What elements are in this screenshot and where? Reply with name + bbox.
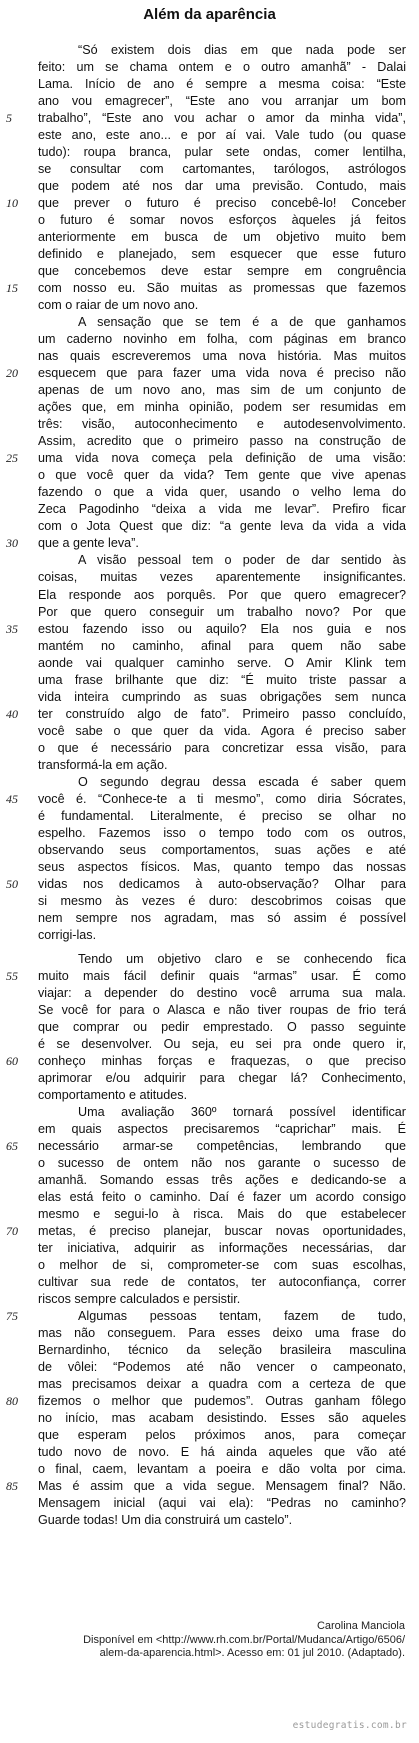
line-text: Por que quero conseguir um trabalho novo? Por que bbox=[38, 604, 406, 619]
line-text: nem sempre nos agradam, mas só assim é possível bbox=[38, 910, 406, 925]
line-text: ter construído algo de fato”. Primeiro passo concluído, bbox=[38, 706, 406, 721]
text-line bbox=[38, 297, 406, 314]
line-text: Mas é assim que a vida segue. Mensagem final? Não. bbox=[38, 1479, 406, 1494]
text-line bbox=[38, 229, 406, 246]
text-line bbox=[38, 1512, 406, 1529]
line-text: é se desenvolver. Ou seja, eu sei pra onde quero ir, bbox=[38, 1036, 406, 1051]
line-text: mas não conseguem. Para esses deixo uma frase do bbox=[38, 1326, 406, 1341]
text-line bbox=[38, 212, 406, 229]
line-number: 15 bbox=[6, 281, 18, 296]
line-number: 70 bbox=[6, 1224, 18, 1239]
line-text: elas está feito o caminho. Daí é fazer um acordo consigo bbox=[38, 1190, 406, 1205]
site-watermark: estudegratis.com.br bbox=[292, 1720, 407, 1731]
text-line bbox=[6, 1223, 406, 1240]
text-line bbox=[38, 161, 406, 178]
line-number: 35 bbox=[6, 621, 18, 636]
text-line bbox=[38, 1427, 406, 1444]
line-text: Tendo um objetivo claro e se conhecendo fica bbox=[78, 951, 406, 966]
line-text: você é. “Conhece-te a ti mesmo”, como diria Sócrates, bbox=[38, 791, 406, 806]
line-text: metas, é preciso planejar, buscar novas oportunidades, bbox=[38, 1224, 406, 1239]
text-line bbox=[38, 484, 406, 501]
line-text: aprimorar e/ou adquirir para chegar lá? Conhecimento, bbox=[38, 1070, 406, 1085]
line-text: Zeca Pagodinho “deixa a vida me levar”. Prefiro ficar bbox=[38, 502, 406, 517]
text-line bbox=[38, 808, 406, 825]
text-line bbox=[38, 1104, 406, 1121]
text-line bbox=[38, 127, 406, 144]
line-text: ano vou emagrecer”, “Este ano vou arranjar um bom bbox=[38, 94, 406, 109]
article-title: Além da aparência bbox=[143, 6, 276, 23]
text-line bbox=[38, 1291, 406, 1308]
text-line bbox=[38, 1206, 406, 1223]
line-number: 30 bbox=[6, 536, 18, 551]
text-line bbox=[38, 314, 406, 331]
line-text: trabalho”, “Este ano vou achar o amor da minha vida”, bbox=[38, 111, 406, 126]
text-line bbox=[38, 1070, 406, 1087]
line-text: este ano, este ano... e por aí vai. Vale tudo (ou quase bbox=[38, 128, 406, 143]
text-line bbox=[38, 569, 406, 586]
line-text: coisas, muitas vezes aparentemente insignificantes. bbox=[38, 570, 406, 585]
text-line bbox=[6, 365, 406, 382]
text-line bbox=[38, 399, 406, 416]
line-text: si mesmo às vezes é duro: descobrimos coisas que bbox=[38, 893, 406, 908]
line-text: esquecem que para fazer uma vida nova é preciso não bbox=[38, 366, 406, 381]
text-line bbox=[6, 1308, 406, 1325]
text-line bbox=[38, 467, 406, 484]
line-text: que esperam pelos próximos anos, para começar bbox=[38, 1428, 406, 1443]
line-text: que a gente leva”. bbox=[38, 536, 139, 551]
line-number: 50 bbox=[6, 876, 18, 891]
line-text: corrigi-las. bbox=[38, 927, 97, 942]
text-line bbox=[38, 1274, 406, 1291]
line-text: o que é necessário para concretizar essa visão, para bbox=[38, 740, 406, 755]
text-line bbox=[38, 1036, 406, 1053]
line-text: o final, caem, levantam a poeira e dão volta por cima. bbox=[38, 1462, 406, 1477]
line-number: 60 bbox=[6, 1053, 18, 1068]
line-text: vidas nos dedicamos à auto-observação? Olhar para bbox=[38, 876, 406, 891]
text-line bbox=[38, 433, 406, 450]
line-text: mas precisamos deixar a quadra com a certeza de que bbox=[38, 1377, 406, 1392]
line-text: estou fazendo isso ou aquilo? Ela nos guia e nos bbox=[38, 621, 406, 636]
line-text: que comprar ou pedir emprestado. O passo seguinte bbox=[38, 1019, 406, 1034]
line-text: Lama. Início de ano é sempre a mesma coisa: “Este bbox=[38, 77, 406, 92]
line-number: 80 bbox=[6, 1394, 18, 1409]
text-line bbox=[38, 1257, 406, 1274]
line-text: mantém no caminho, afinal para quem não sabe bbox=[38, 638, 406, 653]
text-line bbox=[38, 42, 406, 59]
line-text: de vôlei: “Podemos até não vencer o campeonato, bbox=[38, 1360, 406, 1375]
line-text: tudo): roupa branca, pular sete ondas, comer lentilha, bbox=[38, 145, 406, 160]
line-text: um caderno novinho em folha, com páginas em branco bbox=[38, 332, 406, 347]
line-text: em quais aspectos precisaremos “caprichar” mais. É bbox=[38, 1121, 406, 1136]
text-line bbox=[6, 535, 406, 552]
text-line bbox=[38, 655, 406, 672]
line-text: seus aspectos físicos. Mas, quanto tempo das nossas bbox=[38, 859, 406, 874]
text-line bbox=[6, 621, 406, 638]
line-text: amanhã. Somando essas três ações e dedicando-se a bbox=[38, 1173, 406, 1188]
text-line bbox=[38, 740, 406, 757]
line-text: cultivar sua rede de contatos, ter autoconfiança, correr bbox=[38, 1275, 406, 1290]
line-text: O segundo degrau dessa escada é saber quem bbox=[78, 774, 406, 789]
line-number: 75 bbox=[6, 1309, 18, 1324]
line-text: nas quais escreveremos uma nova história. Mas muitos bbox=[38, 349, 406, 364]
text-line bbox=[6, 1053, 406, 1070]
text-line bbox=[38, 1002, 406, 1019]
line-text: o sucesso de ontem não nos garante o sucesso de bbox=[38, 1156, 406, 1171]
line-text: fizemos o melhor que pudemos”. Outras ganham fôlego bbox=[38, 1394, 406, 1409]
source-url-line-2: alem-da-aparencia.html>. Acesso em: 01 jul 2010. (Adaptado). bbox=[99, 1647, 405, 1659]
text-line bbox=[38, 1087, 406, 1104]
text-line bbox=[38, 985, 406, 1002]
text-line bbox=[38, 93, 406, 110]
text-line bbox=[38, 1155, 406, 1172]
text-line bbox=[38, 1121, 406, 1138]
line-text: uma frase brilhante que diz: “É muito triste passar a bbox=[38, 672, 406, 687]
line-text: vida inteira cumprindo as suas obrigações sem nunca bbox=[38, 689, 406, 704]
text-line bbox=[38, 1444, 406, 1461]
line-text: anteriormente em busca de um objetivo muito bem bbox=[38, 230, 406, 245]
text-line bbox=[38, 144, 406, 161]
text-line bbox=[38, 774, 406, 791]
text-line bbox=[38, 1359, 406, 1376]
text-line bbox=[6, 450, 406, 467]
line-text: você sabe o que quer da vida. Agora é preciso saber bbox=[38, 723, 406, 738]
line-text: ações que, em minha opinião, podem ser resumidas em bbox=[38, 400, 406, 415]
line-text: aonde vai qualquer caminho serve. O Amir Klink tem bbox=[38, 655, 406, 670]
line-text: o que você quer da vida? Tem gente que vive apenas bbox=[38, 468, 406, 483]
line-text: o melhor de si, comprometer-se com suas escolhas, bbox=[38, 1258, 406, 1273]
line-number: 25 bbox=[6, 451, 18, 466]
text-line bbox=[38, 382, 406, 399]
line-text: viajar: a depender do destino você arruma sua mala. bbox=[38, 985, 406, 1000]
text-line bbox=[6, 110, 406, 127]
text-line bbox=[38, 1189, 406, 1206]
text-line bbox=[38, 1240, 406, 1257]
text-line bbox=[6, 791, 406, 808]
text-line bbox=[6, 876, 406, 893]
text-line bbox=[38, 552, 406, 569]
text-line bbox=[38, 76, 406, 93]
text-line bbox=[38, 59, 406, 76]
text-line bbox=[38, 1325, 406, 1342]
line-text: espelho. Fazemos isso o tempo todo com os outros, bbox=[38, 825, 406, 840]
line-number: 5 bbox=[6, 111, 12, 126]
text-line bbox=[38, 1376, 406, 1393]
text-line bbox=[38, 825, 406, 842]
line-text: que prever o futuro é preciso concebê-lo! Conceber bbox=[38, 196, 406, 211]
text-line bbox=[38, 757, 406, 774]
text-line bbox=[6, 706, 406, 723]
line-text: Uma avaliação 360º tornará possível identificar bbox=[78, 1104, 406, 1119]
line-text: no início, mas acabam desistindo. Esses são aqueles bbox=[38, 1411, 406, 1426]
line-text: Assim, acredito que o primeiro passo na construção de bbox=[38, 434, 406, 449]
line-text: com o raiar de um novo ano. bbox=[38, 298, 199, 313]
line-number: 45 bbox=[6, 791, 18, 806]
text-line bbox=[6, 1393, 406, 1410]
line-text: A visão pessoal tem o poder de dar sentido às bbox=[78, 553, 406, 568]
text-line bbox=[38, 893, 406, 910]
article-body bbox=[6, 42, 406, 1529]
line-text: conheço minhas forças e fraquezas, o que preciso bbox=[38, 1053, 406, 1068]
text-line bbox=[38, 1495, 406, 1512]
line-text: uma vida nova começa pela definição de uma visão: bbox=[38, 451, 406, 466]
line-text: “Só existem dois dias em que nada pode ser bbox=[78, 43, 406, 57]
text-line bbox=[38, 263, 406, 280]
line-text: que podem até nos dar uma previsão. Contudo, mais bbox=[38, 179, 406, 194]
text-line bbox=[38, 331, 406, 348]
text-line bbox=[38, 638, 406, 655]
text-line bbox=[38, 501, 406, 518]
text-line bbox=[38, 1461, 406, 1478]
line-text: Guarde todas! Um dia construirá um castelo”. bbox=[38, 1513, 293, 1528]
line-text: riscos sempre calculados e persistir. bbox=[38, 1292, 241, 1307]
text-line bbox=[6, 280, 406, 297]
text-line bbox=[38, 587, 406, 604]
text-line bbox=[38, 1342, 406, 1359]
line-text: A sensação que se tem é a de que ganhamos bbox=[78, 315, 406, 330]
line-number: 85 bbox=[6, 1479, 18, 1494]
text-line bbox=[6, 1138, 406, 1155]
line-number: 40 bbox=[6, 706, 18, 721]
line-text: ter iniciativa, adquirir as informações necessárias, dar bbox=[38, 1241, 406, 1256]
line-text: apenas de um novo ano, mas sim de um conjunto de bbox=[38, 383, 406, 398]
line-number: 10 bbox=[6, 196, 18, 211]
text-line bbox=[38, 416, 406, 433]
text-line bbox=[38, 518, 406, 535]
text-line bbox=[38, 927, 406, 944]
text-line bbox=[38, 178, 406, 195]
line-text: Bernardinho, técnico da seleção brasileira masculina bbox=[38, 1343, 406, 1358]
text-line bbox=[38, 1172, 406, 1189]
text-line bbox=[38, 689, 406, 706]
text-line bbox=[38, 348, 406, 365]
line-text: feito: um se chama ontem e o outro amanhã” - Dalai bbox=[38, 60, 406, 75]
line-text: transformá-la em ação. bbox=[38, 757, 168, 772]
line-text: com nosso eu. São muitas as promessas que fazemos bbox=[38, 281, 406, 296]
line-text: o futuro é somar novos esforços àqueles já feitos bbox=[38, 213, 406, 228]
line-number: 65 bbox=[6, 1139, 18, 1153]
line-number: 55 bbox=[6, 968, 18, 983]
text-line bbox=[38, 672, 406, 689]
text-line bbox=[38, 910, 406, 927]
line-text: mesmo e segui-lo à risca. Mais do que estabelecer bbox=[38, 1207, 406, 1222]
source-attribution bbox=[83, 1620, 405, 1661]
text-line bbox=[6, 968, 406, 985]
text-line bbox=[6, 1478, 406, 1495]
text-line bbox=[38, 723, 406, 740]
line-text: três: visão, autoconhecimento e autodesenvolvimento. bbox=[38, 417, 406, 432]
line-text: é fundamental. Literalmente, é preciso se olhar no bbox=[38, 808, 406, 823]
text-line bbox=[38, 604, 406, 621]
line-text: comportamento e atitudes. bbox=[38, 1087, 188, 1102]
text-line bbox=[38, 1410, 406, 1427]
line-text: que concebemos deve estar sempre em congruência bbox=[38, 264, 406, 279]
line-text: definido e planejado, sem esquecer que esse futuro bbox=[38, 247, 406, 262]
line-text: muito mais fácil definir quais “armas” usar. É como bbox=[38, 968, 406, 983]
line-text: Mensagem inicial (aqui vai ela): “Pedras no caminho? bbox=[38, 1496, 406, 1511]
line-text: se consultar com cartomantes, tarólogos, astrólogos bbox=[38, 162, 406, 177]
line-text: Algumas pessoas tentam, fazem de tudo, bbox=[78, 1309, 406, 1324]
line-number: 20 bbox=[6, 366, 18, 381]
line-text: necessário armar-se competências, lembrando que bbox=[38, 1139, 406, 1153]
text-line bbox=[38, 246, 406, 263]
line-text: Se você for para o Alasca e não tiver roupas de frio terá bbox=[38, 1002, 406, 1017]
line-text: tudo novo de novo. E há ainda aqueles que vão até bbox=[38, 1445, 406, 1460]
text-line bbox=[6, 195, 406, 212]
source-url-line-1: Disponível em <http://www.rh.com.br/Portal/Mudanca/Artigo/6506/ bbox=[83, 1633, 405, 1646]
text-line bbox=[38, 842, 406, 859]
line-text: com o Jota Quest que diz: “a gente leva da vida a vida bbox=[38, 519, 406, 534]
text-line bbox=[38, 859, 406, 876]
text-line bbox=[38, 1019, 406, 1036]
text-line bbox=[38, 951, 406, 968]
line-text: fazendo o que a vida quer, usando o velho lema do bbox=[38, 485, 406, 500]
line-text: Ela responde aos porquês. Por que quero emagrecer? bbox=[38, 587, 406, 602]
author-name: Carolina Manciola bbox=[316, 1620, 405, 1632]
line-text: observando seus comportamentos, suas ações e até bbox=[38, 842, 406, 857]
